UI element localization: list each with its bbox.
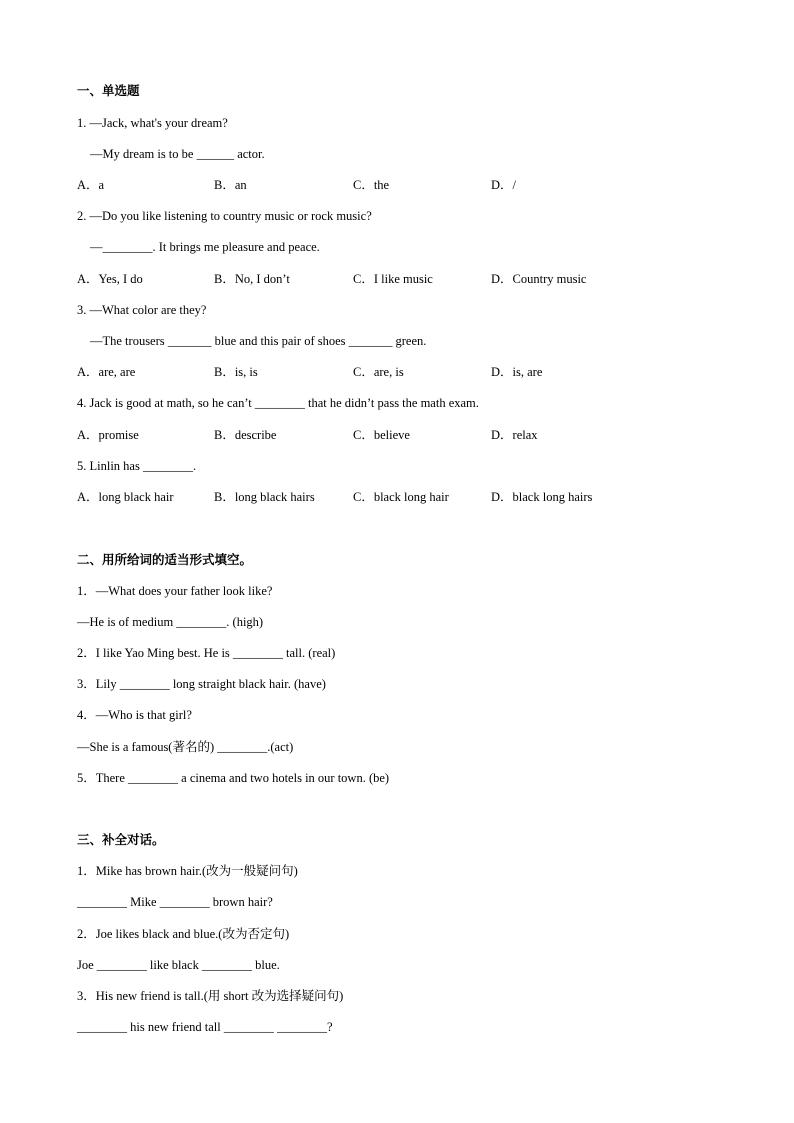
question-5-stem: 5. Linlin has ________.	[77, 459, 197, 473]
section-heading-fill-in: 二、用所给词的适当形式填空。	[77, 553, 253, 567]
dialogue-line-4: Joe ________ like black ________ blue.	[77, 958, 280, 972]
question-1-option-a: A．a	[77, 178, 105, 192]
question-3-response: —The trousers _______ blue and this pair of shoes _______ green.	[90, 334, 427, 348]
question-3-option-b: B．is, is	[214, 365, 258, 379]
question-5-option-d: D．black long hairs	[491, 490, 593, 504]
dialogue-line-2: ________ Mike ________ brown hair?	[77, 895, 273, 909]
question-4-option-c: C．believe	[353, 428, 410, 442]
question-2-option-c: C．I like music	[353, 272, 433, 286]
question-3-option-d: D．is, are	[491, 365, 543, 379]
dialogue-line-1: 1．Mike has brown hair.(改为一般疑问句)	[77, 864, 298, 878]
question-5-option-b: B．long black hairs	[214, 490, 315, 504]
fill-in-line-4: 3．Lily ________ long straight black hair. (have)	[77, 677, 326, 691]
question-5-option-c: C．black long hair	[353, 490, 449, 504]
section-heading-single-choice: 一、单选题	[77, 84, 140, 98]
fill-in-line-3: 2．I like Yao Ming best. He is ________ tall. (real)	[77, 646, 336, 660]
dialogue-line-6: ________ his new friend tall ________ ________?	[77, 1020, 333, 1034]
question-1-option-b: B．an	[214, 178, 247, 192]
question-5-option-a: A．long black hair	[77, 490, 174, 504]
question-2-option-d: D．Country music	[491, 272, 587, 286]
dialogue-line-5: 3．His new friend is tall.(用 short 改为选择疑问句)	[77, 989, 344, 1003]
question-2-response: —________. It brings me pleasure and peace.	[90, 240, 320, 254]
question-4-option-d: D．relax	[491, 428, 538, 442]
fill-in-line-7: 5．There ________ a cinema and two hotels in our town. (be)	[77, 771, 390, 785]
fill-in-line-1: 1．—What does your father look like?	[77, 584, 273, 598]
fill-in-line-5: 4．—Who is that girl?	[77, 708, 192, 722]
fill-in-line-2: —He is of medium ________. (high)	[77, 615, 264, 629]
question-1-option-c: C．the	[353, 178, 390, 192]
question-4-option-b: B．describe	[214, 428, 277, 442]
question-4-stem: 4. Jack is good at math, so he can’t ________ that he didn’t pass the math exam.	[77, 396, 479, 410]
question-2-option-a: A．Yes, I do	[77, 272, 143, 286]
question-1-response: —My dream is to be ______ actor.	[90, 147, 265, 161]
dialogue-line-3: 2．Joe likes black and blue.(改为否定句)	[77, 927, 290, 941]
question-3-stem: 3. —What color are they?	[77, 303, 207, 317]
question-1-option-d: D．/	[491, 178, 517, 192]
question-2-stem: 2. —Do you like listening to country music or rock music?	[77, 209, 372, 223]
question-2-option-b: B．No, I don’t	[214, 272, 290, 286]
section-heading-dialogue: 三、补全对话。	[77, 833, 165, 847]
question-3-option-c: C．are, is	[353, 365, 404, 379]
question-3-option-a: A．are, are	[77, 365, 136, 379]
question-1-stem: 1. —Jack, what's your dream?	[77, 116, 228, 130]
question-4-option-a: A．promise	[77, 428, 139, 442]
fill-in-line-6: —She is a famous(著名的) ________.(act)	[77, 740, 294, 754]
